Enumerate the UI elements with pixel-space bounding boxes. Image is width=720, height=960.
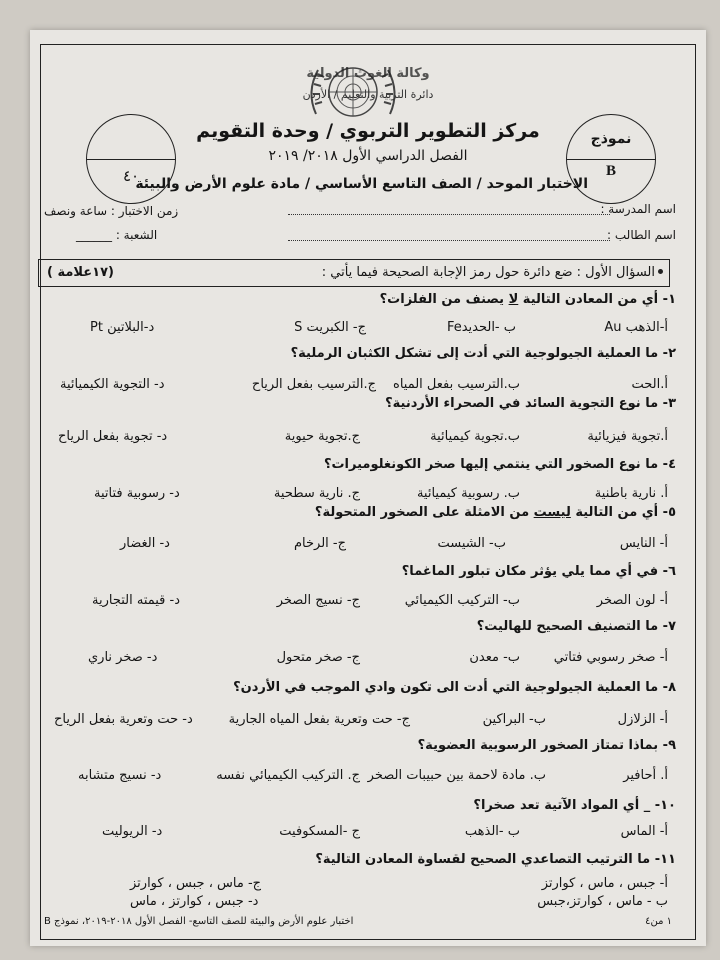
option-7a[interactable]: أ- صخر رسوبي فتاتي <box>553 650 668 665</box>
question-1: ١- أي من المعادن التالية لا يصنف من الفلزات؟ <box>379 292 676 307</box>
option-7b[interactable]: ب- معدن <box>469 650 520 665</box>
option-11c[interactable]: ج- ماس ، جبس ، كوارتز <box>130 876 262 891</box>
bullet-icon <box>658 269 663 274</box>
score-circle <box>86 114 176 204</box>
option-9d[interactable]: د- نسيج متشابه <box>78 768 162 783</box>
option-2c[interactable]: ج.الترسيب بفعل الرياح <box>251 377 376 392</box>
option-2b[interactable]: ب.الترسيب بفعل المياه <box>393 377 520 392</box>
option-4c[interactable]: ج. نارية سطحية <box>273 486 360 501</box>
model-circle <box>566 114 656 204</box>
option-6c[interactable]: ج- نسيج الصخر <box>276 593 360 608</box>
option-7c[interactable]: ج- صخر متحول <box>276 650 360 665</box>
option-10b[interactable]: ب -الذهب <box>464 824 520 839</box>
option-5b[interactable]: ب- الشيست <box>437 536 506 551</box>
page-number: ١ من٤ <box>645 916 672 927</box>
duration-label: زمن الاختبار : ساعة ونصف <box>44 204 179 218</box>
option-6b[interactable]: ب- التركيب الكيميائي <box>404 593 520 608</box>
option-8a[interactable]: أ- الزلازل <box>617 712 668 727</box>
center-title: مركز التطوير التربوي / وحدة التقويم <box>196 120 540 142</box>
option-6a[interactable]: أ- لون الصخر <box>596 593 668 608</box>
exam-sheet <box>30 30 706 946</box>
section-field[interactable]: الشعبة : ______ <box>76 228 158 242</box>
option-1a[interactable]: أ-الذهب Au <box>604 320 668 335</box>
option-9a[interactable]: أ. أحافير <box>623 768 668 783</box>
total-score: ٤٠ <box>122 167 140 185</box>
option-11a[interactable]: أ- جبس ، ماس ، كوارتز <box>541 876 668 891</box>
option-7d[interactable]: د- صخر ناري <box>88 650 158 665</box>
option-3d[interactable]: د- تجوية بفعل الرياح <box>58 429 168 444</box>
option-10c[interactable]: ج -المسكوفيت <box>279 824 360 839</box>
footer-title: اختبار علوم الأرض والبيئة للصف التاسع- الفصل الأول ٢٠١٨-٢٠١٩، نموذج B <box>44 916 354 927</box>
question-10: ١٠- _ أي المواد الآتية تعد صخرا؟ <box>473 798 676 813</box>
question-4: ٤- ما نوع الصخور التي ينتمي إليها صخر الكونغلوميرات؟ <box>323 457 676 472</box>
question-2: ٢- ما العملية الجيولوجية التي أدت إلى تشكل الكثبان الرملية؟ <box>290 346 676 361</box>
question-3: ٣- ما نوع التجوية السائد في الصحراء الأردنية؟ <box>385 396 676 411</box>
option-9c[interactable]: ج. التركيب الكيميائي نفسه <box>216 768 360 783</box>
option-1d[interactable]: د-البلاتين Pt <box>90 320 155 335</box>
exam-title: الاختبار الموحد / الصف التاسع الأساسي / مادة علوم الأرض والبيئة <box>135 176 588 192</box>
question-11: ١١- ما الترتيب التصاعدي الصحيح لقساوة المعادن التالية؟ <box>315 852 676 867</box>
option-1c[interactable]: ج- الكبريت S <box>294 320 366 335</box>
agency-name: وكالة الغوث الدولية <box>306 66 430 81</box>
section-marks: (١٧علامة ) <box>47 265 114 280</box>
term-line: الفصل الدراسي الأول ٢٠١٨/ ٢٠١٩ <box>268 148 468 164</box>
model-label: نموذج <box>590 131 632 147</box>
question-5: ٥- أي من التالية ليست من الامثلة على الصخور المتحولة؟ <box>314 505 676 520</box>
option-11b[interactable]: ب - ماس ، كوارتز،جبس <box>537 894 668 909</box>
ministry-name: دائرة التربية والتعليم / الأردن <box>302 88 434 101</box>
school-field[interactable] <box>288 214 610 215</box>
student-field[interactable] <box>288 240 610 241</box>
student-label: اسم الطالب : <box>607 228 676 242</box>
section-header <box>38 259 670 287</box>
model-code: B <box>605 163 616 179</box>
option-5c[interactable]: ج- الرخام <box>293 536 346 551</box>
option-3a[interactable]: أ.تجوية فيزيائية <box>587 429 668 444</box>
option-3c[interactable]: ج.تجوية حيوية <box>284 429 360 444</box>
option-8b[interactable]: ب- البراكين <box>482 712 546 727</box>
option-8c[interactable]: ج- حت وتعرية بفعل المياه الجارية <box>228 712 410 727</box>
option-6d[interactable]: د- قيمته التجارية <box>92 593 181 608</box>
option-4d[interactable]: د- رسوبية فتاتية <box>94 486 180 501</box>
option-5a[interactable]: أ- النايس <box>619 536 668 551</box>
option-9b[interactable]: ب. مادة لاحمة بين حبيبات الصخر <box>367 768 546 783</box>
option-1b[interactable]: ب -الحديدFe <box>446 320 516 335</box>
school-label: اسم المدرسة : <box>600 202 676 216</box>
option-4b[interactable]: ب. رسوبية كيميائية <box>416 486 520 501</box>
option-8d[interactable]: د- حت وتعرية بفعل الرياح <box>54 712 193 727</box>
option-2d[interactable]: د- التجوية الكيميائية <box>60 377 165 392</box>
option-5d[interactable]: د- الغضار <box>120 536 170 551</box>
option-10a[interactable]: أ- الماس <box>620 824 668 839</box>
question-9: ٩- بماذا تمتاز الصخور الرسوبية العضوية؟ <box>417 738 676 753</box>
option-4a[interactable]: أ. نارية باطنية <box>594 486 668 501</box>
section-instruction: السؤال الأول : ضع دائرة حول رمز الإجابة الصحيحة فيما يأتي : <box>321 265 655 280</box>
option-11d[interactable]: د- جبس ، كوارتز ، ماس <box>130 894 259 909</box>
option-3b[interactable]: ب.تجوية كيميائية <box>430 429 520 444</box>
question-7: ٧- ما التصنيف الصحيح للهاليت؟ <box>476 619 676 634</box>
option-2a[interactable]: أ.الحت <box>631 377 668 392</box>
question-6: ٦- في أي مما يلي يؤثر مكان تبلور الماغما؟ <box>401 564 676 579</box>
option-10d[interactable]: د- الريوليت <box>102 824 163 839</box>
question-8: ٨- ما العملية الجيولوجية التي أدت الى تكون وادي الموجب في الأردن؟ <box>233 680 676 695</box>
